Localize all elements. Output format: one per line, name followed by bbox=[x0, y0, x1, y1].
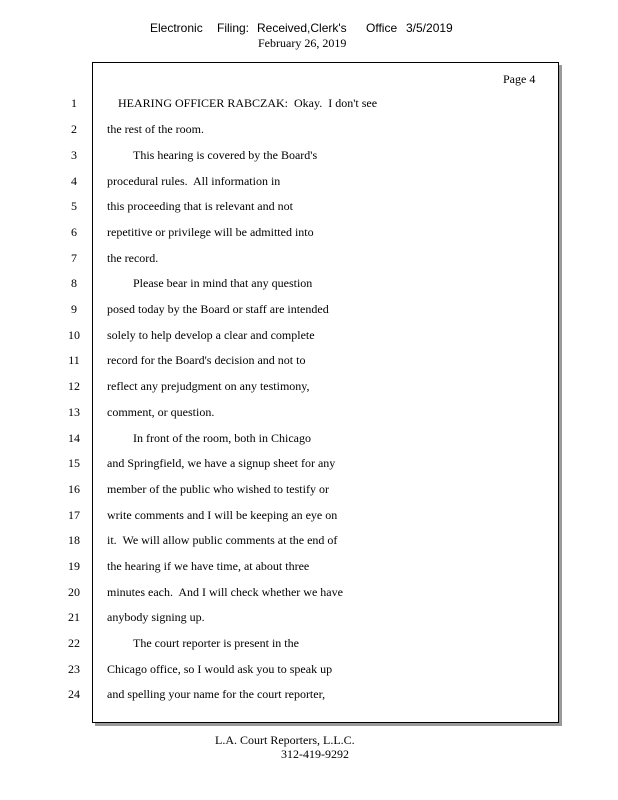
stamp-filing: Filing: bbox=[217, 21, 250, 35]
transcript-line: posed today by the Board or staff are intended bbox=[107, 302, 329, 316]
transcript-line: repetitive or privilege will be admitted into bbox=[107, 225, 314, 239]
transcript-line: Chicago office, so I would ask you to speak up bbox=[107, 662, 333, 676]
line-number: 21 bbox=[68, 610, 80, 624]
line-number: 7 bbox=[71, 251, 77, 265]
transcript-line: anybody signing up. bbox=[107, 610, 205, 624]
line-number: 2 bbox=[71, 122, 77, 136]
line-number: 10 bbox=[68, 328, 80, 342]
line-number: 19 bbox=[68, 559, 80, 573]
transcript-line: the rest of the room. bbox=[107, 122, 204, 136]
line-number: 6 bbox=[71, 225, 77, 239]
line-number: 9 bbox=[71, 302, 77, 316]
line-number: 16 bbox=[68, 482, 80, 496]
transcript-line: In front of the room, both in Chicago bbox=[133, 431, 311, 445]
line-number: 15 bbox=[68, 456, 80, 470]
transcript-line: minutes each. And I will check whether we have bbox=[107, 585, 343, 599]
line-number: 18 bbox=[68, 533, 80, 547]
transcript-line: This hearing is covered by the Board's bbox=[133, 148, 318, 162]
transcript-line: procedural rules. All information in bbox=[107, 174, 281, 188]
line-number: 11 bbox=[68, 353, 80, 367]
transcript-line: it. We will allow public comments at the end of bbox=[107, 533, 338, 547]
line-number: 4 bbox=[71, 174, 77, 188]
line-number: 5 bbox=[71, 199, 77, 213]
line-number: 12 bbox=[68, 379, 80, 393]
line-number: 14 bbox=[68, 431, 80, 445]
line-number: 22 bbox=[68, 636, 80, 650]
transcript-line: write comments and I will be keeping an eye on bbox=[107, 508, 338, 522]
page-number: Page 4 bbox=[503, 72, 536, 86]
stamp-received: Received,Clerk's bbox=[257, 21, 347, 35]
footer-firm-name: L.A. Court Reporters, L.L.C. bbox=[215, 733, 355, 747]
transcript-line: this proceeding that is relevant and not bbox=[107, 199, 293, 213]
line-number: 24 bbox=[68, 687, 80, 701]
filed-date: February 26, 2019 bbox=[258, 36, 347, 50]
transcript-line: HEARING OFFICER RABCZAK: Okay. I don't see bbox=[118, 96, 378, 110]
line-number: 23 bbox=[68, 662, 80, 676]
transcript-line: the record. bbox=[107, 251, 159, 265]
transcript-line: comment, or question. bbox=[107, 405, 215, 419]
transcript-line: member of the public who wished to testify or bbox=[107, 482, 329, 496]
line-number: 1 bbox=[71, 96, 77, 110]
transcript-line: reflect any prejudgment on any testimony, bbox=[107, 379, 310, 393]
transcript-line: solely to help develop a clear and complete bbox=[107, 328, 315, 342]
filing-stamp bbox=[0, 21, 618, 35]
transcript-line: The court reporter is present in the bbox=[133, 636, 299, 650]
transcript-line: Please bear in mind that any question bbox=[133, 276, 313, 290]
stamp-electronic: Electronic bbox=[150, 21, 203, 35]
footer-phone: 312-419-9292 bbox=[281, 747, 349, 761]
transcript-line: record for the Board's decision and not to bbox=[107, 353, 306, 367]
line-number: 8 bbox=[71, 276, 77, 290]
line-number: 20 bbox=[68, 585, 80, 599]
stamp-date: 3/5/2019 bbox=[406, 21, 453, 35]
transcript-line: and Springfield, we have a signup sheet for any bbox=[107, 456, 336, 470]
line-number: 3 bbox=[71, 148, 77, 162]
stamp-office: Office bbox=[366, 21, 398, 35]
transcript-line: the hearing if we have time, at about three bbox=[107, 559, 310, 573]
line-number: 13 bbox=[68, 405, 80, 419]
transcript-line: and spelling your name for the court reporter, bbox=[107, 687, 326, 701]
line-number: 17 bbox=[68, 508, 80, 522]
